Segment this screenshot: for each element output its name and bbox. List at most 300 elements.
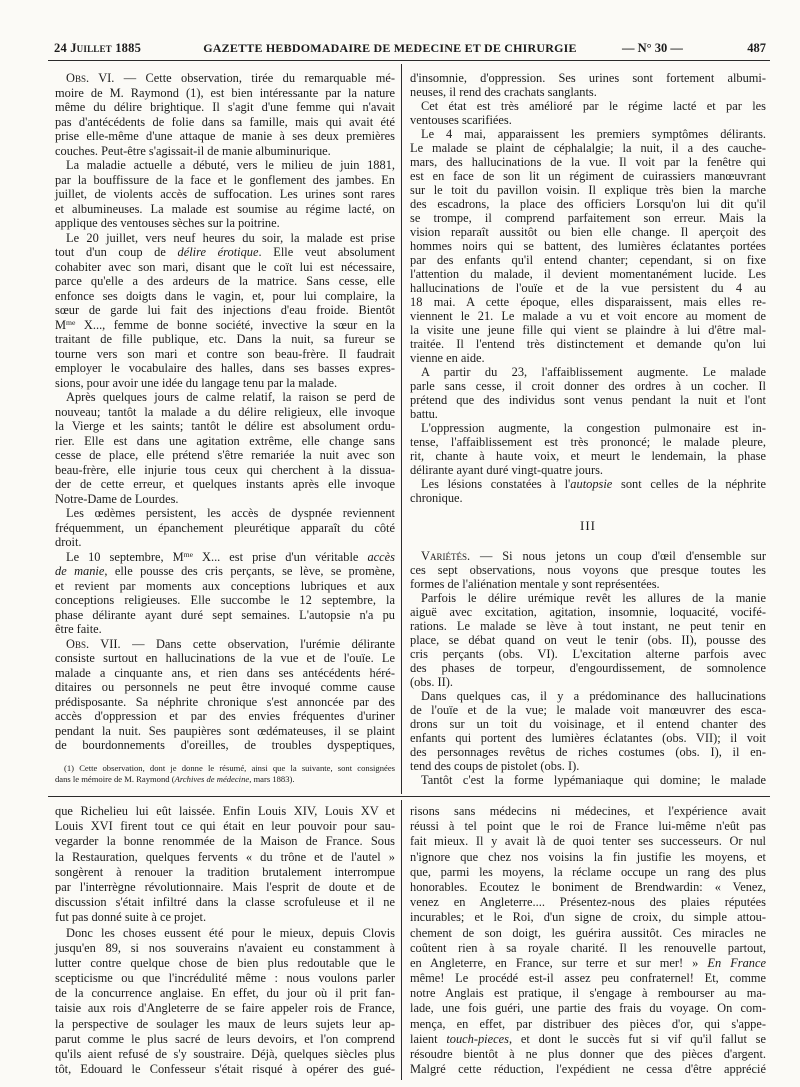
line-content xyxy=(410,1032,766,1046)
text-line xyxy=(55,477,395,492)
line-text: qu'ils aient refusé de s'y soustraire. Déjà, quelques siècles plus xyxy=(55,1047,395,1061)
line-text: ventouses scarifiées. xyxy=(410,113,512,127)
line-content xyxy=(410,605,766,619)
line-text: traitant de fille publique, etc. Dans la nuit, sa fureur se xyxy=(55,332,395,346)
line-content xyxy=(55,1032,395,1046)
line-text: conceptions religieuses. Elle succombe le 12 septembre, la xyxy=(55,593,395,607)
line-content xyxy=(55,579,395,593)
text-line xyxy=(55,564,395,579)
text-line xyxy=(55,834,395,849)
text-line xyxy=(410,421,766,435)
superscript-text: me xyxy=(183,549,193,559)
line-content xyxy=(410,633,766,647)
text-line xyxy=(410,926,766,941)
text-line xyxy=(55,804,395,819)
text-line xyxy=(410,986,766,1001)
line-text: songèrent à renouer la tradition brutalement interrompue xyxy=(55,864,395,879)
line-content xyxy=(410,281,766,295)
paragraph xyxy=(55,390,395,506)
line-text: rations. Le malade se lève à tout instant, ne peut tenir en xyxy=(410,619,766,633)
text-line xyxy=(55,895,395,910)
text-line xyxy=(55,216,395,231)
line-text: A partir du 23, l'affaiblissement augmente. Le malade xyxy=(421,365,766,379)
line-text: prétend que des individus sont venus pendant la nuit et l'ont xyxy=(410,393,766,407)
text-line xyxy=(55,608,395,623)
line-content xyxy=(410,895,766,909)
text-line xyxy=(55,71,395,86)
line-content xyxy=(55,245,395,259)
paragraph xyxy=(410,365,766,421)
text-line xyxy=(55,173,395,188)
text-line xyxy=(410,591,766,605)
line-text: (obs. II). xyxy=(410,675,454,689)
text-line xyxy=(55,819,395,834)
line-text: La maladie actuelle a débuté, vers le milieu de juin 1881, xyxy=(66,158,395,172)
line-content xyxy=(410,239,766,253)
line-text: applique des ventouses sèches sur la poitrine. xyxy=(55,216,280,230)
line-text: notre Anglais est pratique, il s'engage à rembourser au ma- xyxy=(410,986,766,1001)
text-line xyxy=(55,774,395,785)
line-content xyxy=(410,197,766,211)
line-text: des escadrons, la place des officiers Lorsqu'on lui dit qu'il xyxy=(410,197,766,211)
line-text: couches. Peut-être s'agissait-il de manie albuminurique. xyxy=(55,143,331,158)
page-number: 487 xyxy=(747,41,766,55)
text-line xyxy=(410,661,766,675)
line-text: prédisposante. Sa néphrite chronique s'est annoncée par des xyxy=(55,694,395,709)
text-line xyxy=(410,804,766,819)
line-content xyxy=(66,71,395,85)
text-line xyxy=(410,1062,766,1077)
line-text: malade a cinquante ans, et rien dans ses antécédents héré- xyxy=(55,665,395,680)
line-text: mença, en effet, par distribuer des pièces d'or, qui s'appe- xyxy=(410,1016,766,1031)
line-text: nouveau; tantôt la malade a du délire religieux, elle invoque xyxy=(55,404,395,419)
line-text: cohabiter avec son mari, disant que le coït lui est nécessaire, xyxy=(55,259,395,274)
line-text: réussi à tel point que le roi de France lui-même n'eût pas xyxy=(410,819,766,834)
line-text: que Richelieu lui eût laissée. Enfin Louis XIV, Louis XV et xyxy=(55,804,395,818)
line-text: vegarder la bonne renommée de la Maison de France. Sous xyxy=(55,834,395,849)
line-content xyxy=(66,390,395,404)
line-content xyxy=(55,216,280,230)
line-text: par des enfants qu'il entend chanter; cependant, si on fixe xyxy=(410,253,766,267)
text-line xyxy=(55,521,395,536)
text-line xyxy=(55,695,395,710)
text-line xyxy=(55,535,395,550)
line-content xyxy=(55,463,395,477)
text-line xyxy=(55,651,395,666)
line-content xyxy=(55,1062,395,1076)
line-text: chement de son doigt, les guérira aussitôt. Ces miracles ne xyxy=(410,925,766,940)
line-content xyxy=(55,880,395,894)
text-line xyxy=(410,225,766,239)
line-text: neuses, il rend des crachats sanglants. xyxy=(410,85,597,99)
line-text: en Angleterre, en France, sur terre et sur mer! » xyxy=(410,955,708,970)
line-content xyxy=(55,535,82,549)
text-line xyxy=(55,245,395,260)
line-content xyxy=(55,593,395,607)
line-content xyxy=(410,850,766,864)
line-text: (1) Cette observation, dont je donne le résumé, ainsi que la suivante, sont consignées xyxy=(64,762,395,773)
text-line xyxy=(410,834,766,849)
line-text: rit, chante à haute voix, et meurt le lendemain, la phase xyxy=(410,449,766,463)
line-content xyxy=(410,253,766,267)
line-text: der de cette erreur, et quelques instants après elle invoque xyxy=(55,477,395,491)
text-line xyxy=(55,637,395,652)
line-content xyxy=(410,1047,766,1061)
line-content xyxy=(55,434,395,448)
text-line xyxy=(410,323,766,337)
line-text: ces sept observations, nous voyons que presque toutes les xyxy=(410,563,766,577)
text-line xyxy=(410,971,766,986)
line-content xyxy=(55,774,295,784)
italic-text: accès xyxy=(367,549,395,564)
upper-left-column xyxy=(55,71,395,785)
section-heading: III xyxy=(580,518,596,533)
line-text: d'insomnie, d'oppression. Ses urines sont fortement albumi- xyxy=(410,71,766,85)
lower-left-column xyxy=(55,804,395,1077)
text-line xyxy=(410,703,766,717)
line-content xyxy=(55,651,395,665)
text-line xyxy=(55,622,395,637)
text-line xyxy=(410,910,766,925)
line-content xyxy=(421,689,766,703)
text-line xyxy=(410,99,766,113)
text-line xyxy=(55,986,395,1001)
line-text: phase délirante ayant duré sept semaines. L'autopsie n'a pu xyxy=(55,607,395,622)
text-line xyxy=(410,880,766,895)
line-content xyxy=(410,71,766,85)
text-line xyxy=(410,773,766,787)
line-text: est en face de son lit un régiment de cuirassiers manœuvrant xyxy=(410,169,766,183)
paragraph xyxy=(410,804,766,1077)
line-text: délirante ayant duré vingt-quatre jours. xyxy=(410,463,604,477)
text-line xyxy=(410,267,766,281)
text-line xyxy=(410,365,766,379)
italic-text: délire érotique xyxy=(177,245,259,259)
line-text: par l'interrègne révolutionnaire. Mais l'esprit de doute et de xyxy=(55,879,395,894)
line-text: enfants qui portent des lumières éclatantes (obs. VII); il voit xyxy=(410,731,766,745)
line-content xyxy=(55,115,395,129)
text-line xyxy=(55,724,395,739)
line-content xyxy=(55,666,395,680)
italic-text: touch-pieces xyxy=(446,1031,509,1046)
text-line xyxy=(410,1047,766,1062)
text-line xyxy=(55,763,395,774)
line-content xyxy=(55,173,395,187)
paragraph xyxy=(55,158,395,231)
line-text: prise elle-même d'une attaque de manie à ses deux premières xyxy=(55,129,395,143)
text-line xyxy=(55,956,395,971)
text-line xyxy=(410,819,766,834)
line-content xyxy=(410,379,766,393)
line-content xyxy=(410,926,766,940)
paragraph xyxy=(410,71,766,99)
line-content xyxy=(55,956,395,970)
line-content xyxy=(55,695,395,709)
line-content xyxy=(410,141,766,155)
line-content xyxy=(55,361,395,375)
text-line xyxy=(410,351,766,365)
line-content xyxy=(55,477,395,491)
line-text: incurables; et le Roi, d'un signe de croix, du simple attou- xyxy=(410,910,766,925)
line-content xyxy=(55,709,395,723)
line-text: fait mieux. Il y avait là de quoi tenter ses successeurs. Or nul xyxy=(410,834,766,849)
line-content xyxy=(55,100,395,114)
line-content xyxy=(421,421,766,435)
line-content xyxy=(55,274,395,288)
line-text: dans le mémoire de M. Raymond ( xyxy=(55,773,175,784)
line-content xyxy=(410,759,579,773)
upper-column-divider xyxy=(401,64,402,794)
line-text: , elle pousse des cris perçants, se lève, se promène, xyxy=(104,564,396,578)
line-text: taisie aux rois d'Angleterre de se faire appeler rois de France, xyxy=(55,1001,395,1016)
line-content xyxy=(55,129,395,143)
line-text: , et dont le succès fut si vif qu'il fallut se xyxy=(508,1031,766,1046)
line-content xyxy=(410,956,766,970)
line-content xyxy=(55,622,102,636)
line-text: Le 10 septembre, M xyxy=(66,549,184,564)
line-content xyxy=(410,267,766,281)
paragraph xyxy=(410,127,766,365)
line-text: parut comme le plus sacré de leurs devoirs, et l'on comprend xyxy=(55,1031,395,1046)
line-text: Malgré cette réduction, l'expédient ne cessa d'être apprécié xyxy=(410,1062,766,1077)
line-text: l'attention du malade, il devient momentanément lucide. Les xyxy=(410,267,766,281)
line-text: rier. Elle est dans une agitation extrême, elle change sans xyxy=(55,433,395,448)
line-text: beau-frère, elle injurie tous ceux qui cherchent à la dissua- xyxy=(55,462,395,477)
line-content xyxy=(66,637,395,651)
line-content xyxy=(55,260,395,274)
line-content xyxy=(410,647,766,661)
line-content xyxy=(55,332,395,346)
text-line xyxy=(410,309,766,323)
text-line xyxy=(55,941,395,956)
line-content xyxy=(55,318,395,332)
line-text: se trompe, il comprend parfaitement son erreur. Mais la xyxy=(410,211,766,225)
line-text: battu. xyxy=(410,407,438,421)
upper-right-column xyxy=(410,71,766,787)
issue-date: 24 Juillet 1885 xyxy=(54,41,142,55)
text-line xyxy=(55,506,395,521)
line-content xyxy=(410,295,766,309)
text-line xyxy=(410,865,766,880)
text-line xyxy=(410,1017,766,1032)
line-content xyxy=(55,804,395,818)
paragraph xyxy=(410,591,766,689)
line-content xyxy=(66,158,395,172)
line-content xyxy=(410,351,485,365)
line-content xyxy=(55,564,395,578)
text-line xyxy=(55,86,395,101)
line-content xyxy=(55,347,395,361)
line-text: employer le vocabulaire des halles, dans ses basses expres- xyxy=(55,361,395,375)
line-content xyxy=(55,680,395,694)
line-text: consiste surtout en hallucinations de la vue et de l'ouïe. Le xyxy=(55,651,395,665)
section-divider-rule xyxy=(48,796,770,797)
text-line xyxy=(410,563,766,577)
text-line xyxy=(410,619,766,633)
line-text: risons sans médecins ni médecines, et l'expérience avait xyxy=(410,804,766,818)
line-text: sœur de garde lui fait des injections d'eau froide. Bientôt xyxy=(55,303,395,317)
line-text: Le 4 mai, apparaissent les premiers symptômes délirants. xyxy=(421,127,766,141)
text-line xyxy=(410,717,766,731)
text-line xyxy=(55,100,395,115)
text-line xyxy=(410,127,766,141)
text-line xyxy=(55,910,395,925)
text-line xyxy=(55,1032,395,1047)
line-content xyxy=(410,986,766,1000)
italic-text: En France xyxy=(707,955,766,970)
line-text: vision reparaît aussitôt ou bien elle change. Il aperçoit des xyxy=(410,225,766,239)
line-content xyxy=(410,183,766,197)
line-text: Louis XVI firent tout ce qui était en leur pouvoir pour sau- xyxy=(55,819,395,834)
line-text: la visite une jeune fille qui vient se plaindre à lui d'être mal- xyxy=(410,323,766,337)
line-text: — Dans cette observation, l'urémie délirante xyxy=(120,636,395,651)
text-line xyxy=(410,941,766,956)
text-line xyxy=(410,759,766,773)
line-text: drons sur un toit du voisinage, et il entend chanter des xyxy=(410,717,766,731)
text-line xyxy=(410,113,766,127)
line-text: scepticisme ou que l'incrédulité même : nous voulons parler xyxy=(55,971,395,986)
line-content xyxy=(410,619,766,633)
line-text: place, se débat quand on veut le tenir (obs. II), pousse des xyxy=(410,633,766,647)
text-line xyxy=(410,477,766,491)
text-line xyxy=(55,405,395,420)
line-text: cesse de place, elle prétend s'être remariée la nuit avec son xyxy=(55,448,395,462)
line-content xyxy=(410,85,597,99)
line-text: aiguë avec excitation, agitation, insomnie, loquacité, vocifé- xyxy=(410,605,766,619)
line-content xyxy=(55,724,395,738)
line-content xyxy=(410,731,766,745)
line-text: tout d'un coup de xyxy=(55,245,178,259)
text-line xyxy=(55,1047,395,1062)
line-content xyxy=(55,850,395,864)
line-text: discussion s'était infiltré dans la classe scrofuleuse et il ne xyxy=(55,895,395,910)
line-content xyxy=(55,144,331,158)
text-line xyxy=(55,332,395,347)
text-line xyxy=(55,129,395,144)
line-content xyxy=(410,819,766,833)
line-text: mars, des hallucinations de la vue. Il voit par la fenêtre qui xyxy=(410,155,766,169)
line-text: droit. xyxy=(55,535,82,549)
line-content xyxy=(410,323,766,337)
line-text: L'oppression augmente, la congestion pulmonaire est in- xyxy=(421,421,766,435)
paragraph xyxy=(410,421,766,477)
text-line xyxy=(410,295,766,309)
text-line xyxy=(410,435,766,449)
line-content xyxy=(55,608,395,622)
line-content xyxy=(410,910,766,924)
line-content xyxy=(410,941,766,955)
line-content xyxy=(410,113,512,127)
paragraph xyxy=(55,550,395,637)
italic-text: autopsie xyxy=(570,477,613,491)
text-line xyxy=(410,731,766,745)
text-line xyxy=(55,1001,395,1016)
text-line xyxy=(410,605,766,619)
text-line xyxy=(55,550,395,565)
text-line xyxy=(410,633,766,647)
text-line xyxy=(55,1017,395,1032)
line-text: formes de l'aliénation mentale y sont représentées. xyxy=(410,577,660,591)
line-content xyxy=(55,971,395,985)
text-line xyxy=(55,579,395,594)
line-text: la perspective de soulager les maux de leurs sujets leur ap- xyxy=(55,1016,395,1031)
text-line xyxy=(410,689,766,703)
text-line xyxy=(55,376,395,391)
line-content xyxy=(55,865,395,879)
line-text: Les œdèmes persistent, les accès de dyspnée reviennent xyxy=(66,506,395,520)
line-content xyxy=(55,1001,395,1015)
superscript-text: me xyxy=(66,317,76,327)
line-content xyxy=(66,926,395,940)
line-text: X... est prise d'un véritable xyxy=(192,549,368,564)
text-line xyxy=(410,745,766,759)
text-line xyxy=(55,448,395,463)
line-content xyxy=(410,703,766,717)
line-content xyxy=(410,675,453,689)
line-content xyxy=(410,407,438,421)
line-text: par la bouffissure de la face et le gonflement des jambes. En xyxy=(55,172,395,187)
text-line xyxy=(410,211,766,225)
text-line xyxy=(55,187,395,202)
line-content xyxy=(421,127,766,141)
line-content xyxy=(55,910,206,924)
line-text: 18 mai. A cette époque, elles disparaissent, mais elles re- xyxy=(410,295,766,309)
line-text: résoudre bientôt à ne plus donner que des pièces d'argent. xyxy=(410,1047,766,1061)
line-content xyxy=(55,738,395,752)
line-text: coûtent rien à sa royale charité. Il les renouvelle partout, xyxy=(410,940,766,955)
line-content xyxy=(410,880,766,894)
journal-title: GAZETTE HEBDOMADAIRE DE MEDECINE ET DE CHIRURGIE xyxy=(203,41,577,55)
paragraph xyxy=(55,637,395,753)
text-line xyxy=(55,115,395,130)
paragraph xyxy=(55,763,395,785)
line-text: et albumineuses. La malade est soumise au régime lacté, on xyxy=(55,201,395,216)
italic-text: de manie xyxy=(55,564,105,578)
line-content xyxy=(410,1001,766,1015)
text-line xyxy=(410,407,766,421)
text-line xyxy=(410,141,766,155)
text-line xyxy=(55,593,395,608)
line-content xyxy=(421,773,766,787)
line-text: vienne en aide. xyxy=(410,351,485,365)
line-content xyxy=(55,941,395,955)
text-line xyxy=(410,1001,766,1016)
line-content xyxy=(421,365,766,379)
text-line xyxy=(55,390,395,405)
line-text: la Vierge et les saints; tantôt le délire est absolument ordu- xyxy=(55,419,395,433)
text-line xyxy=(55,274,395,289)
line-text: hommes noirs qui se battent, des lumières éclatantes portées xyxy=(410,239,766,253)
text-line xyxy=(410,549,766,563)
line-text: viennent le 21. Le malade a vu et voit encore au moment de xyxy=(410,309,766,323)
line-content xyxy=(410,155,766,169)
line-text: tend des coups de pistolet (obs. I). xyxy=(410,759,580,773)
line-text: lutter contre quelque chose de bien plus redoutable que le xyxy=(55,955,395,970)
paragraph xyxy=(55,506,395,550)
line-text: même du délire brightique. Il s'agit d'une femme qui n'avait xyxy=(55,100,395,114)
footnote xyxy=(55,763,395,785)
line-content xyxy=(55,86,395,100)
line-content xyxy=(55,819,395,833)
text-line xyxy=(55,202,395,217)
text-line xyxy=(410,197,766,211)
lower-right-column xyxy=(410,804,766,1077)
line-text: M xyxy=(55,317,67,332)
line-text: . Elle veut absolument xyxy=(258,245,396,259)
line-text: Donc les choses eussent été pour le mieux, depuis Clovis xyxy=(66,925,395,940)
text-line xyxy=(410,281,766,295)
paragraph xyxy=(410,99,766,127)
